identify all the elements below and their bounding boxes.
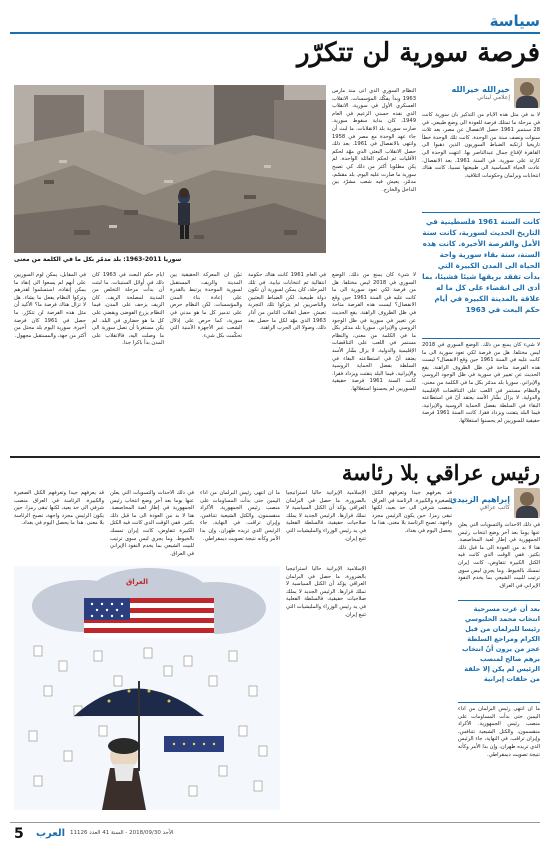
article1-lower-col-5: لا شيء كان يمنع من ذلك. الوضع السوري في 2018 ليس مختلفا. هل من فرصة لكي تعود سورية الى ما كانت عليه في السنة 1961 حين وقع الانفصال؟ ليست هذه الفرصة متاحة في ظل الظروف الراهنة. يقع الحديث عن تغيير في سورية في ظل الوجود الروسي والإيراني. سوريا بلد مدمّر بكل ما في الكلمة من معنى، والنظام مستمر في اللعب على التناقضات الإقليمية والدولية. لا يزال بشّار الأسد يعتقد أنّ في استطاعته البقاء في السلطة بفضل الحماية الروسية والإيرانية، فيما البلد يتفتت ويزداد فقرا. كانت السنة 1961 فرصة حقيقية للسوريين لم يحسنوا استغلالها. <box>332 272 416 392</box>
article2-headline: رئيس عراقي بلا رئاسة <box>341 460 540 485</box>
footer-rule <box>10 822 540 823</box>
cartoon-graphic <box>14 566 280 810</box>
footer <box>0 820 550 844</box>
photo-caption: سوريا 2011-1963: بلد مدمّر بكل ما في الكلمة من معنى <box>14 256 182 263</box>
article1-lower-col-4: في العام 1961 كانت هناك حكومة انتقالية ثم انتخابات نيابية. في تلك المرحلة، كان يمكن لسورية أن تكون دولة طبيعية. لكن الضباط البعثيين والناصريين لم يتركوا تلك التجربة تعيش. حصل انقلاب الثامن من آذار 1963 الذي مهّد لكل ما حصل بعد ذلك، وصولا الى الحرب الراهنة. <box>248 272 326 332</box>
article2-column-3: الإسلامية الإيرانية حاليا استراتيجيا بالضرورة. ما حصل في البرلمان العراقي يؤكد أن الكتل السياسية لا تملك قرارها. الرئيس الجديد لا يملك صلاحيات حقيقية، فالسلطة الفعلية في يد رئيس الوزراء والمليشيات التي تتبع إيران. <box>286 490 366 542</box>
page-number: 5 <box>14 826 24 842</box>
article1-author-name: خيرالله خيرالله <box>451 85 510 94</box>
article2-pullquote: بعد أن عرت مسرحية انتخاب محمد الحلبوسي رئيسا للبرلمان من قبل الكرام ومراجع السلطة عجز من يرون أنّ انتخاب برهم صالح لمنصب الرئيس لم يكن إلا حلقة من حلقات إيرانية <box>461 605 540 683</box>
article2-column-2: قد يعرفهم جيدا وتعرفهم الكتل الصغيرة والكبيرة. الرئاسة في العراق منصب شرفي الى حد بعيد، لكنها تبقى رمزا. حين يكون الرئيس مجرد واجهة، تصبح الرئاسة بلا معنى. هذا ما يحصل اليوم في بغداد. <box>372 490 452 534</box>
article2-author <box>450 488 540 518</box>
pullquote-rule-bottom <box>422 338 540 339</box>
article1-lower-col-2: أيام حكم البعث في 1963 كان ذلك في أوائل الستينات. ما لبثت أن بدأت مرحلة التخلص من المدينة لمصلحة الريف. كان الريف يزحف على المدن، فيما النظام يزرع الفوضى ويقضي على كل ما هو حضاري في البلد. لم يكن مستغربا أن تصل سورية الى ما وصلت اليه، فالانقلاب على المدن بدأ باكرا جدا. <box>92 272 164 347</box>
cartoon <box>14 566 280 810</box>
section-label: سياسة <box>489 12 540 30</box>
issue-date: الأحد 2018/09/30 - السنة 41 العدد 11126 <box>70 830 174 836</box>
rubble-photo <box>14 85 326 253</box>
article2-author-name: إبراهيم الزبيدي <box>449 495 510 504</box>
article1-column-1: لا شيء كان يمنع من ذلك. الوضع السوري في 2018 ليس مختلفا. هل من فرصة لكي تعود سورية الى ما كانت عليه في السنة 1961 حين وقع الانفصال؟ ليست هذه الفرصة متاحة في ظل الظروف الراهنة. يقع الحديث عن تغيير في سورية في ظل الوجود الروسي والإيراني. سوريا بلد مدمّر بكل ما في الكلمة من معنى، والنظام مستمر في اللعب على التناقضات الإقليمية والدولية. لا يزال بشّار الأسد يعتقد أنّ في استطاعته البقاء في السلطة بفضل الحماية الروسية والإيرانية، فيما البلد يتفتت ويزداد فقرا. كانت السنة 1961 فرصة حقيقية للسوريين لم يحسنوا استغلالها. <box>422 342 540 424</box>
masthead-logo: العرب <box>36 828 66 839</box>
pullquote-rule-top <box>422 212 540 213</box>
article1-author-role: إعلامي لبناني <box>477 94 510 101</box>
article1-pullquote: كانت السنة 1961 فلسطينية في التاريخ الحديث لسورية، كانت سنة الأمل والفرصة الأخيرة. كانت هذه السنة، سنة بقاء سورية واحة الحياة الى المدن الكبيرة التي بدأت تفقد بريقها شيئا فشيئا، بما أدى الى انقضاء على كل ما له علاقة بالمدينة الكبيرة في أيام حكم البعث في 1963 <box>422 217 540 314</box>
article2-column-7: الإسلامية الإيرانية حاليا استراتيجيا بالضرورة. ما حصل في البرلمان العراقي يؤكد أن الكتل السياسية لا تملك قرارها. الرئيس الجديد لا يملك صلاحيات حقيقية، فالسلطة الفعلية في يد رئيس الوزراء والمليشيات التي تتبع إيران. <box>286 566 366 618</box>
rubble-photo-graphic <box>14 85 326 253</box>
pullquote2-rule-bottom <box>458 702 540 703</box>
article1-lower-col-3: تبيّن أن المعركة الحقيقية بين المدينة والريف. المستقبل لسورية الموحدة يرتبط بالقدرة على إعادة بناء المدن والمؤسسات. لكن النظام حرص على تدمير كل ما هو مدني في سورية، كما حرص على إذلال الشعب عبر الأجهزة الأمنية التي تحكّمت بكل شيء. <box>170 272 242 339</box>
article1-column-3: لا بد في مثل هذه الأيام من التذكير بأن سورية كانت في مرحلة ما تمتلك فرصة للعودة الى وضع طبيعي. في 28 سبتمبر 1961 حصل الانفصال عن مصر، بعد ثلاث سنوات ونصف سنة من الوحدة. كانت تلك الوحدة خطأ تاريخيا ارتكبه الضباط السوريون الذين ذهبوا الى القاهرة لإقناع جمال عبدالناصر بها. انتهت الوحدة الى كارثة على سورية. في السنة 1961، بعد الانفصال، عادت الحياة السياسية الى طبيعتها نسبيا، كانت هناك انتخابات وبرلمان وحكومات ائتلافية. <box>422 112 540 179</box>
article2-column-4: ما أن انتهى رئيس البرلمان من أداء اليمين حتى بدأت المساومات على منصب رئيس الجمهورية. الأكراد منقسمون، والكتل الشيعية تتنافس، وإيران تراقب. في النهاية، جاء الرئيس الذي تريده طهران، وإن بدا الأمر وكأنه نتيجة تصويت ديمقراطي. <box>200 490 280 542</box>
article2-author-role: كاتب عراقي <box>479 504 510 511</box>
pullquote2-rule-top <box>458 600 540 601</box>
article2-author-avatar <box>514 488 540 518</box>
article1-author <box>451 78 540 108</box>
article1-column-2: النظام السوري الذي أتى منذ مارس 1963 وبدأ يفكّك المؤسسات. الانقلاب العسكري الأول في سورية، الانقلاب الذي نفذه حسني الزعيم في العام 1949، كان بداية سقوط سورية. صارت سورية بلد الانقلابات. ما لبث أن جاء عهد الوحدة مع مصر في 1958 وانتهى بالانفصال في 1961. بعد ذلك حصل الانقلاب البعثي الذي مهّد لحكم الأقليات ثم لحكم العائلة الواحدة. لم يكن مطلوبا أكثر من ذلك كي تصبح سورية ما صارت عليه اليوم. بلد مقسّم، مدمّر، يعيش فيه شعب مشرّد بين الداخل والخارج. <box>332 88 416 193</box>
section-rule <box>10 32 540 34</box>
article2-column-6: قد يعرفهم جيدا وتعرفهم الكتل الصغيرة والكبيرة. الرئاسة في العراق منصب شرفي الى حد بعيد، لكنها تبقى رمزا. حين يكون الرئيس مجرد واجهة، تصبح الرئاسة بلا معنى. هذا ما يحصل اليوم في بغداد. <box>14 490 104 527</box>
article2-column-1b: ما أن انتهى رئيس البرلمان من أداء اليمين حتى بدأت المساومات على منصب رئيس الجمهورية. الأكراد منقسمون، والكتل الشيعية تتنافس، وإيران تراقب. في النهاية، جاء الرئيس الذي تريده طهران، وإن بدا الأمر وكأنه نتيجة تصويت ديمقراطي. <box>458 706 540 758</box>
article1-lower-col-1: في المقابل، يمكن لوم السوريين على أنهم لم يسعوا الى إنقاذ ما يمكن إنقاذه. استسلموا لقدرهم وتركوا النظام يفعل ما يشاء. هل لا تزال هناك فرصة ما؟ الأكيد أن مثل هذه الفرصة لن تتكرّر. ما حصل في 1961 كان فرصة أخيرة. سورية اليوم بلد محتل من أكثر من جهة، والمستقبل مجهول. <box>14 272 86 339</box>
article-divider <box>10 456 540 458</box>
cartoon-flag-label: العراق <box>126 578 148 586</box>
article2-column-1: في ذلك الأحداث والتسويات التي يعلن عنها يوما بعد آخر وضع انتخاب رئيس الجمهورية في إطار لعبة المحاصصة. هنا لا بد من العودة الى ما قبل ذلك بكثير. ففي الوقت الذي كانت فيه الكتل الكبيرة تتفاوض، كانت إيران تمسك بالخيوط. وما يجري ليس سوى ترتيب للبيت الشيعي بما يخدم النفوذ الإيراني في العراق. <box>458 522 540 589</box>
article1-author-avatar <box>514 78 540 108</box>
article1-headline: فرصة سورية لن تتكرّر <box>297 38 540 68</box>
article2-column-5: في ذلك الأحداث والتسويات التي يعلن عنها يوما بعد آخر وضع انتخاب رئيس الجمهورية في إطار لعبة المحاصصة. هنا لا بد من العودة الى ما قبل ذلك بكثير. ففي الوقت الذي كانت فيه الكتل الكبيرة تتفاوض، كانت إيران تمسك بالخيوط. وما يجري ليس سوى ترتيب للبيت الشيعي بما يخدم النفوذ الإيراني في العراق. <box>110 490 194 557</box>
